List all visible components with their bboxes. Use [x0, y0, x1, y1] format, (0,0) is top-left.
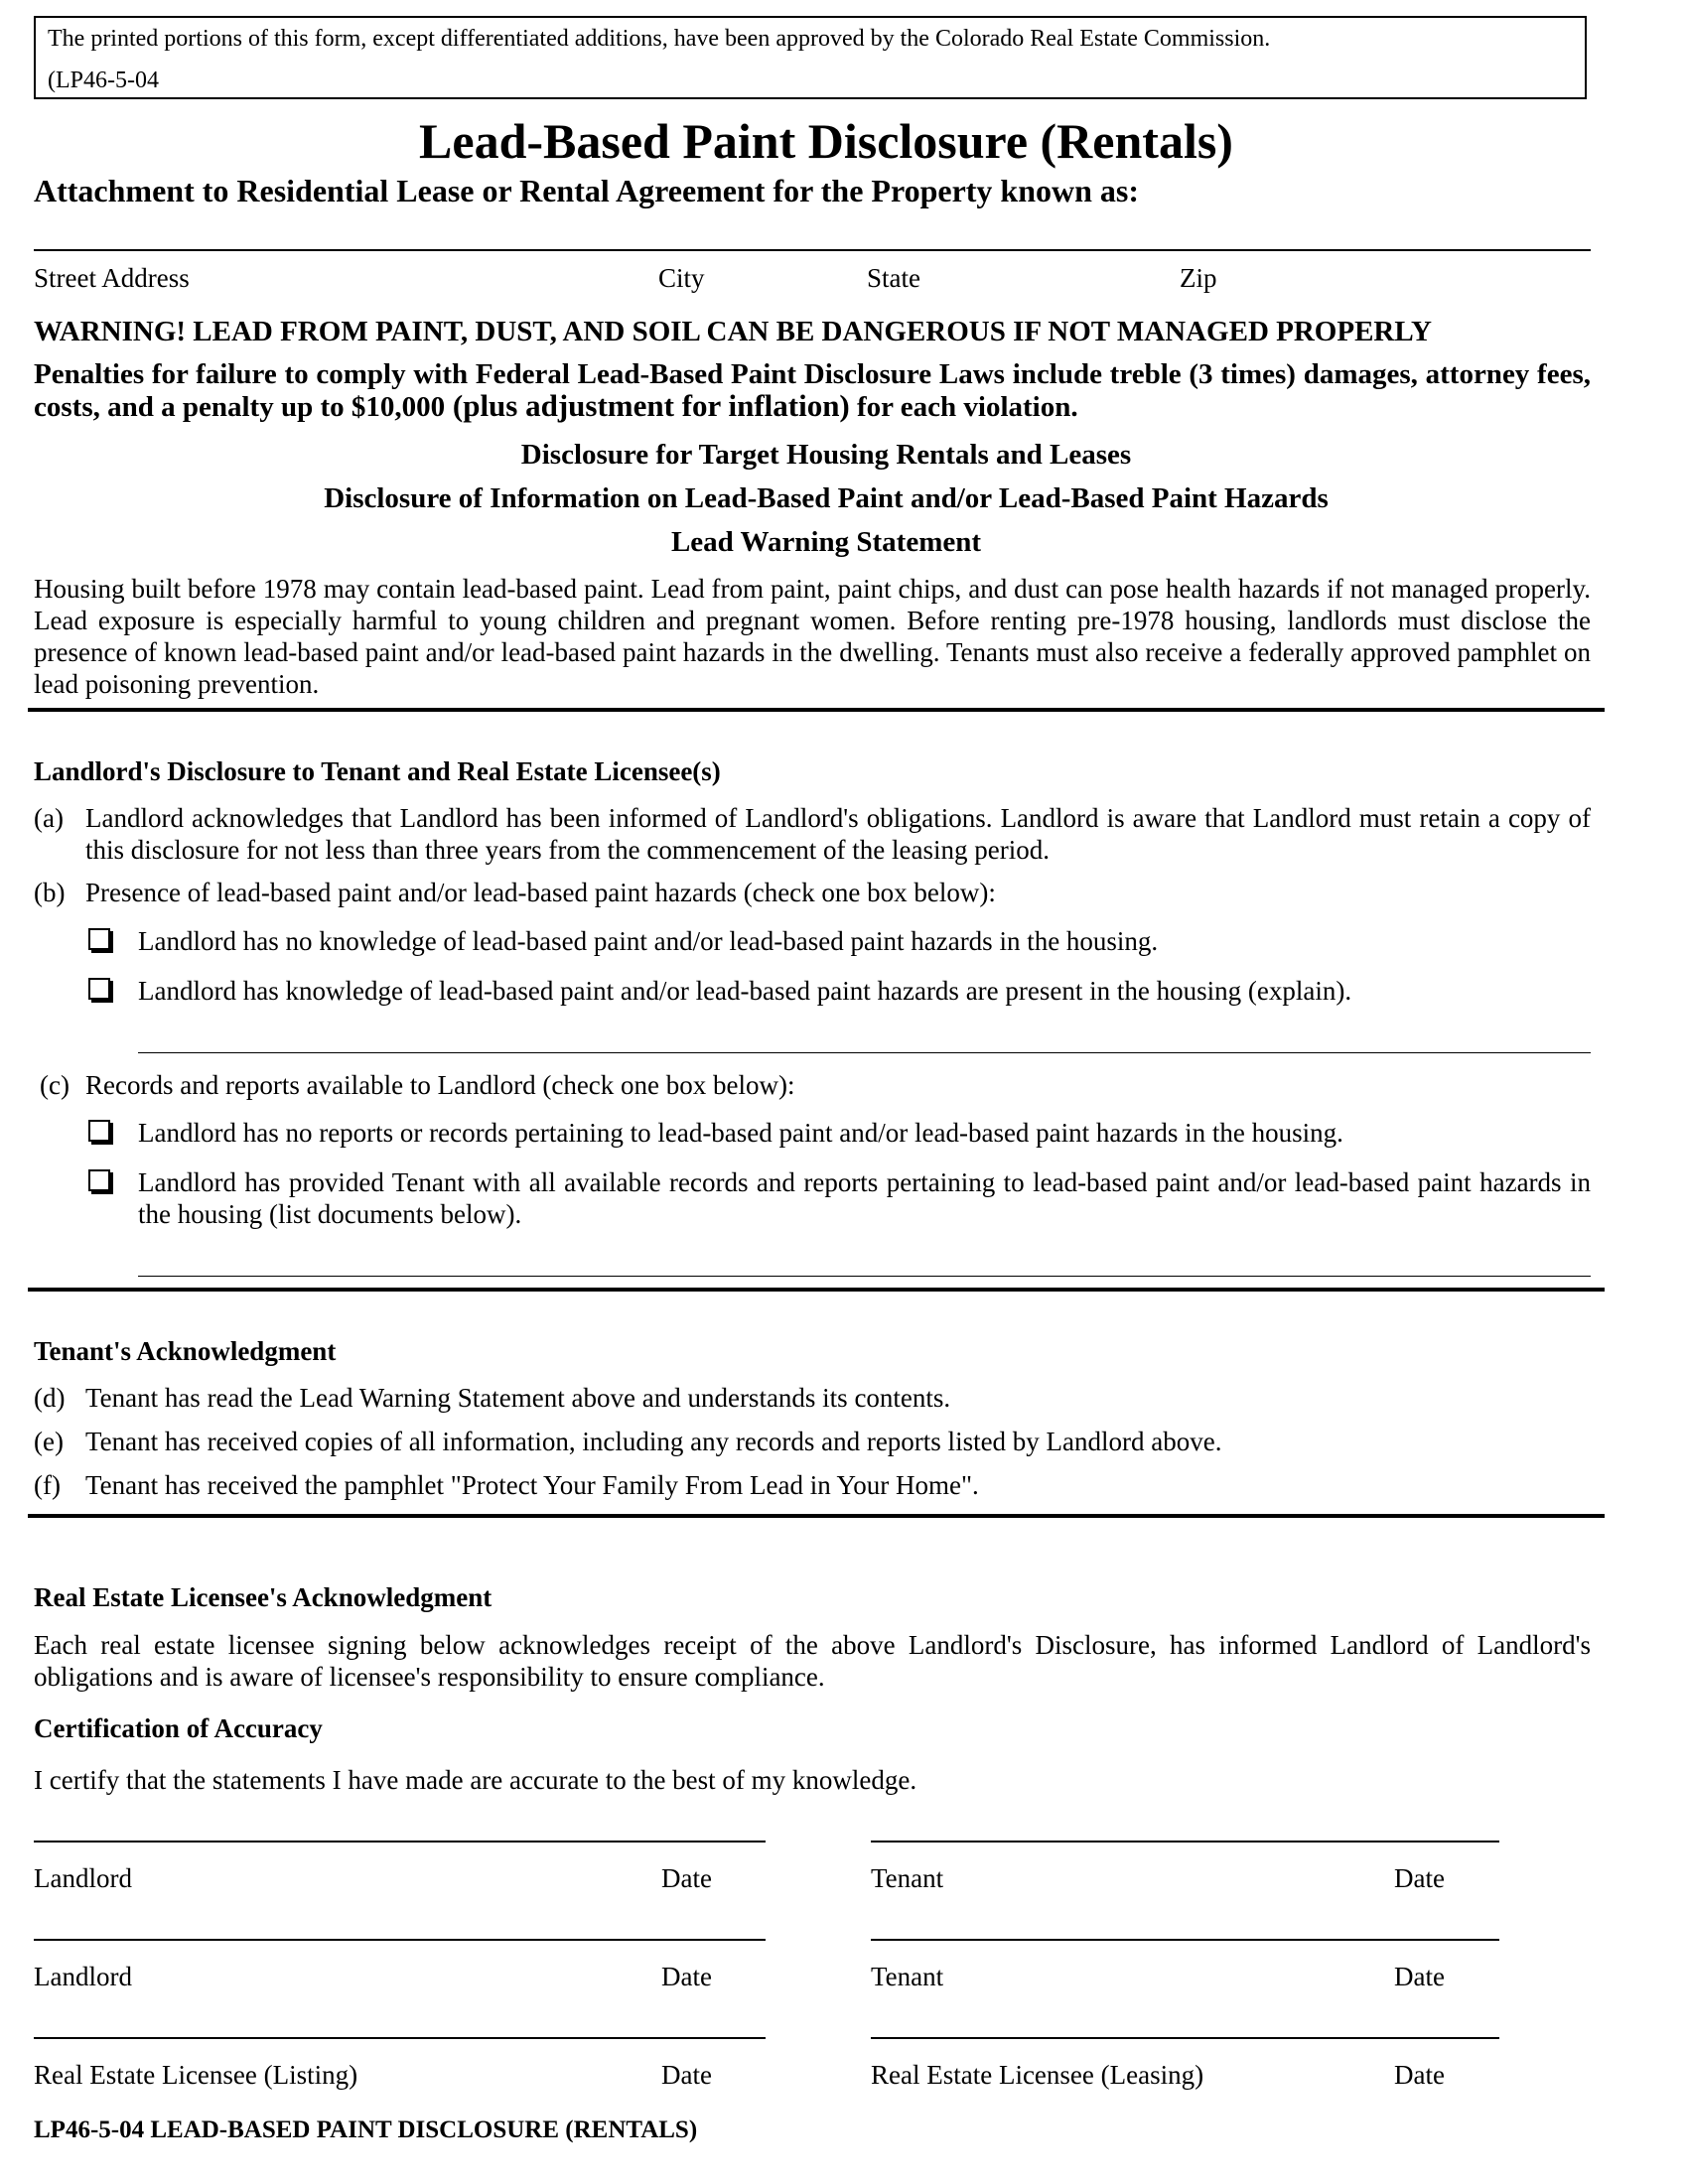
form-footer: LP46-5-04 LEAD-BASED PAINT DISCLOSURE (RENTALS): [34, 2116, 698, 2143]
leasing-licensee-signature-line[interactable]: [871, 2037, 1499, 2039]
item-d-letter: (d): [34, 1383, 66, 1413]
warning-statement: WARNING! LEAD FROM PAINT, DUST, AND SOIL CAN BE DANGEROUS IF NOT MANAGED PROPERLY: [34, 316, 1432, 347]
city-label: City: [658, 263, 705, 293]
approval-line-2: (LP46-5-04: [48, 68, 159, 93]
listing-licensee-label: Real Estate Licensee (Listing): [34, 2060, 358, 2090]
leasing-licensee-label: Real Estate Licensee (Leasing): [871, 2060, 1204, 2090]
heading-lead-warning: Lead Warning Statement: [670, 526, 982, 558]
item-f-letter: (f): [34, 1470, 61, 1500]
tenant-2-signature-line[interactable]: [871, 1939, 1499, 1941]
property-address-field[interactable]: [34, 249, 1591, 251]
street-address-label: Street Address: [34, 263, 190, 293]
landlord-1-signature-line[interactable]: [34, 1841, 766, 1843]
approval-notice-box: [34, 16, 1587, 99]
checkbox-has-knowledge[interactable]: [88, 978, 110, 1000]
item-f-text: Tenant has received the pamphlet "Protect Your Family From Lead in Your Home".: [85, 1470, 979, 1500]
penalty-part-3: for each violation.: [849, 391, 1078, 423]
heading-target-housing: Disclosure for Target Housing Rentals and Leases: [520, 439, 1132, 471]
landlord-disclosure-heading: Landlord's Disclosure to Tenant and Real Estate Licensee(s): [34, 756, 721, 786]
landlord-1-label: Landlord: [34, 1863, 132, 1893]
item-c-letter: (c): [40, 1070, 70, 1100]
item-b-text: Presence of lead-based paint and/or lead-based paint hazards (check one box below):: [85, 878, 996, 907]
certification-heading: Certification of Accuracy: [34, 1713, 323, 1743]
listing-licensee-signature-line[interactable]: [34, 2037, 766, 2039]
landlord-1-date-label: Date: [661, 1863, 712, 1893]
leasing-licensee-date-label: Date: [1394, 2060, 1445, 2090]
divider-3: [28, 1514, 1605, 1518]
listing-licensee-date-label: Date: [661, 2060, 712, 2090]
item-e-text: Tenant has received copies of all information, including any records and reports listed by Landlord above.: [85, 1427, 1222, 1456]
option-provided-records-label: Landlord has provided Tenant with all available records and reports pertaining to lead-based paint and/or lead-based paint hazards in the housing (list documents below).: [138, 1167, 1591, 1229]
item-a-text: Landlord acknowledges that Landlord has been informed of Landlord's obligations. Landlord is aware that Landlord must retain a copy of this disclosure for not less than three years from the commencement of the leasing period.: [85, 803, 1591, 865]
option-has-knowledge-label: Landlord has knowledge of lead-based paint and/or lead-based paint hazards are present in the housing (explain).: [138, 976, 1352, 1006]
item-c-text: Records and reports available to Landlord (check one box below):: [85, 1070, 795, 1100]
approval-line-1: The printed portions of this form, except differentiated additions, have been approved by the Colorado Real Estate Commission.: [48, 26, 1271, 52]
landlord-2-label: Landlord: [34, 1962, 132, 1991]
checkbox-no-knowledge[interactable]: [88, 928, 110, 950]
licensee-acknowledgment-heading: Real Estate Licensee's Acknowledgment: [34, 1582, 492, 1612]
option-no-knowledge-label: Landlord has no knowledge of lead-based paint and/or lead-based paint hazards in the housing.: [138, 926, 1159, 956]
page-title: Lead-Based Paint Disclosure (Rentals): [419, 113, 1233, 169]
lead-warning-text: Housing built before 1978 may contain lead-based paint. Lead from paint, paint chips, and dust can pose health hazards if not managed properly. Lead exposure is especially harmful to young children and pregnant women. Before renting pre-1978 housing, landlords must disclose the presence of known lead-based paint and/or lead-based paint hazards in the dwelling. Tenants must also receive a federally approved pamphlet on lead poisoning prevention.: [34, 574, 1591, 699]
landlord-2-date-label: Date: [661, 1962, 712, 1991]
divider-1: [28, 708, 1605, 712]
tenant-acknowledgment-heading: Tenant's Acknowledgment: [34, 1336, 337, 1366]
penalty-part-1: Penalties for failure to comply with Federal Lead-Based Paint Disclosure Laws include treble (3 times) damages, attorney fees, costs, and a penalty up to $10,000: [34, 358, 1591, 423]
documents-list-line[interactable]: [138, 1276, 1591, 1277]
tenant-1-signature-line[interactable]: [871, 1841, 1499, 1843]
zip-label: Zip: [1180, 263, 1217, 293]
landlord-2-signature-line[interactable]: [34, 1939, 766, 1941]
item-a-letter: (a): [34, 803, 64, 833]
heading-disclosure-info: Disclosure of Information on Lead-Based Paint and/or Lead-Based Paint Hazards: [324, 482, 1329, 514]
penalty-statement: [34, 359, 1591, 423]
explain-line[interactable]: [138, 1052, 1591, 1053]
checkbox-provided-records[interactable]: [88, 1169, 110, 1191]
licensee-acknowledgment-text: Each real estate licensee signing below acknowledges receipt of the above Landlord's Disclosure, has informed Landlord of Landlord's obligations and is aware of licensee's responsibility to ensure compliance.: [34, 1630, 1591, 1692]
item-b-letter: (b): [34, 878, 66, 907]
option-no-records-label: Landlord has no reports or records pertaining to lead-based paint and/or lead-based paint hazards in the housing.: [138, 1118, 1343, 1148]
tenant-2-date-label: Date: [1394, 1962, 1445, 1991]
item-e-letter: (e): [34, 1427, 64, 1456]
tenant-2-label: Tenant: [871, 1962, 944, 1991]
checkbox-no-records[interactable]: [88, 1120, 110, 1142]
item-d-text: Tenant has read the Lead Warning Statement above and understands its contents.: [85, 1383, 951, 1413]
divider-2: [28, 1288, 1605, 1292]
tenant-1-label: Tenant: [871, 1863, 944, 1893]
page-subtitle: Attachment to Residential Lease or Rental Agreement for the Property known as:: [34, 173, 1140, 208]
certification-text: I certify that the statements I have made are accurate to the best of my knowledge.: [34, 1765, 917, 1795]
tenant-1-date-label: Date: [1394, 1863, 1445, 1893]
penalty-part-2: (plus adjustment for inflation): [445, 388, 850, 423]
state-label: State: [867, 263, 920, 293]
